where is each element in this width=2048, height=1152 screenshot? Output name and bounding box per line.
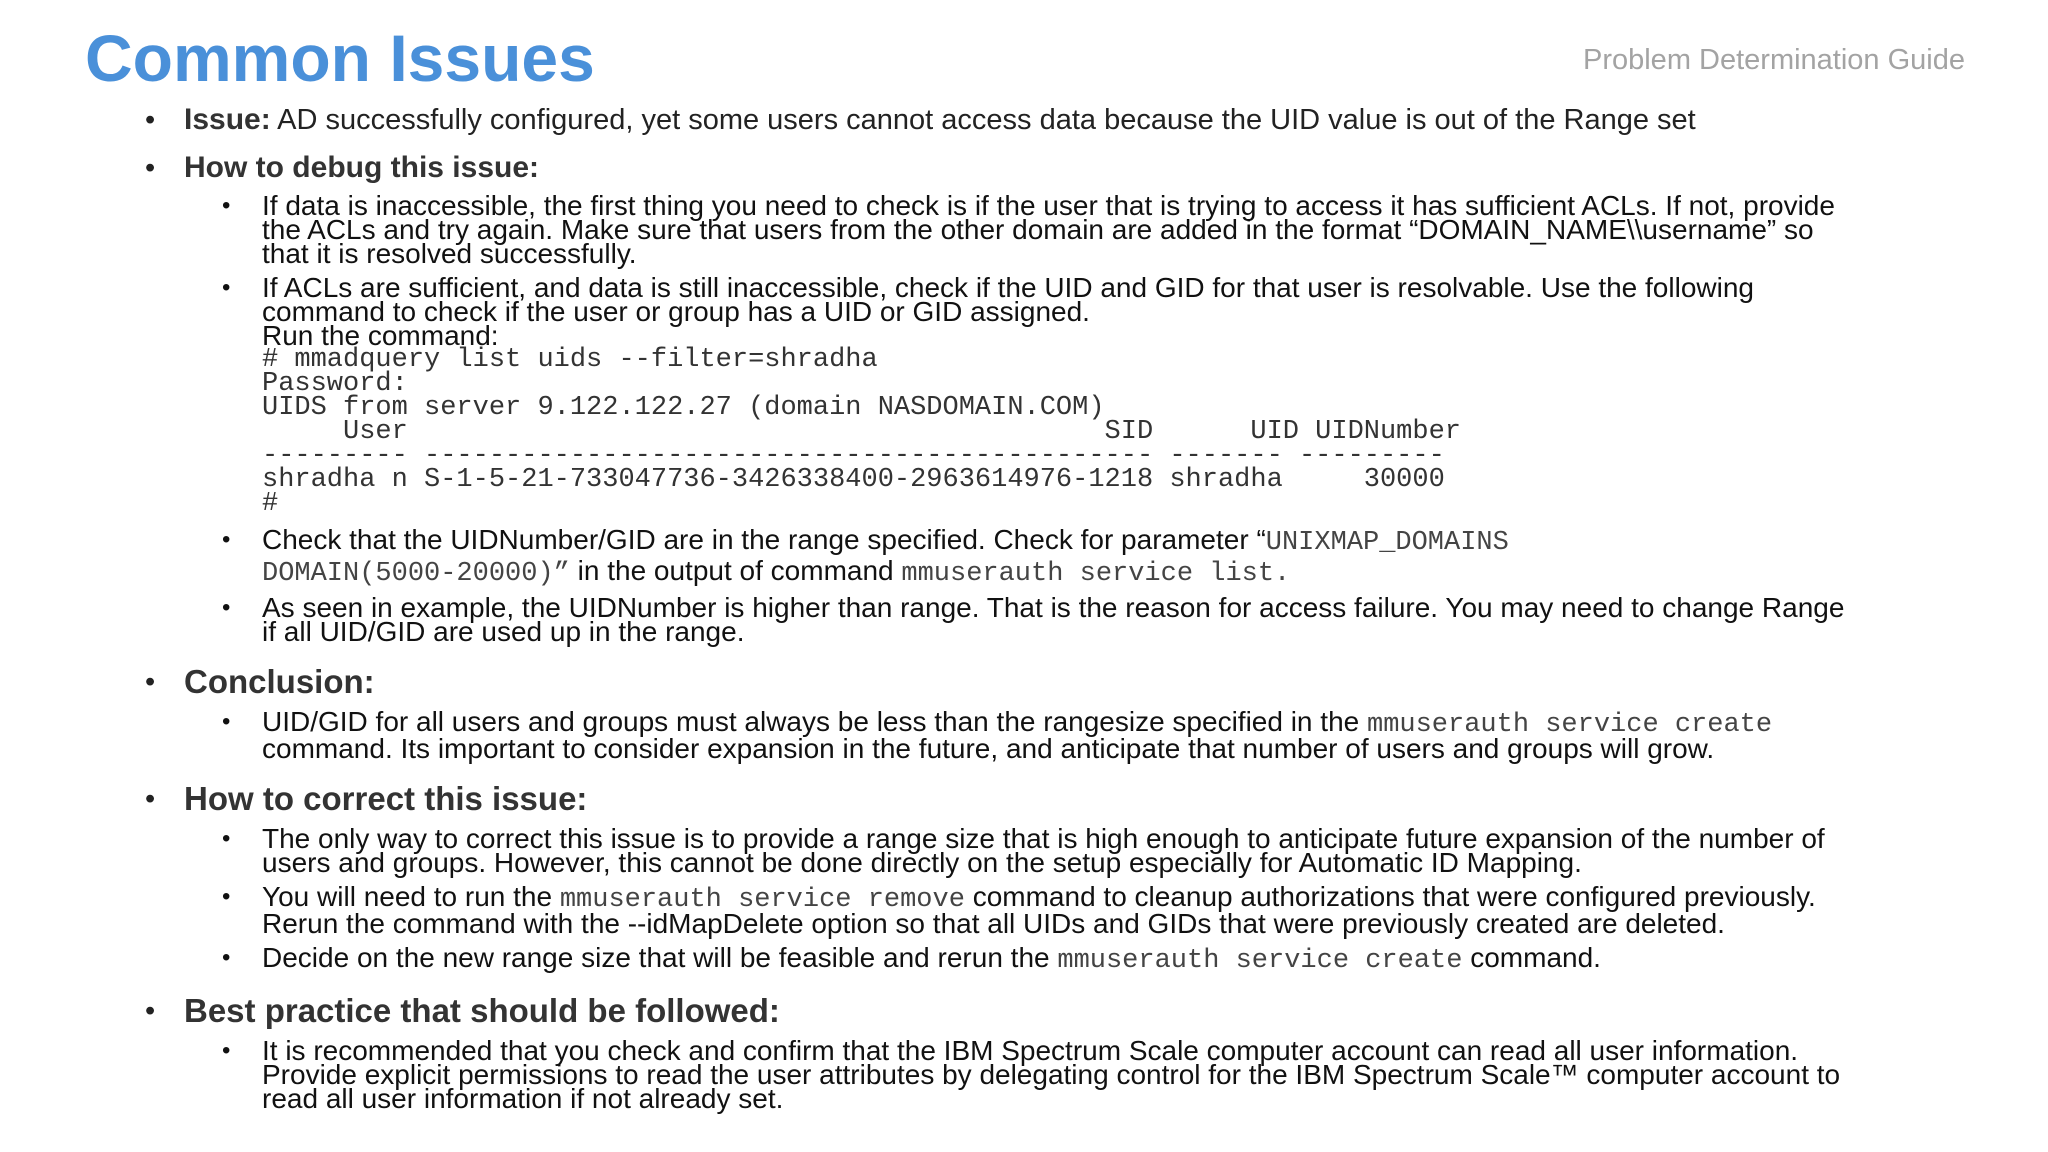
command-name: mmuserauth service create (1367, 710, 1773, 740)
remove-text: You will need to run the (262, 881, 560, 912)
correct-heading: How to correct this issue: (184, 780, 588, 817)
text-line (262, 524, 1898, 558)
issue-label: Issue: (184, 103, 271, 136)
code-line: --------- --------------------------------------------- ------- --------- (262, 441, 1445, 471)
param-value: DOMAIN(5000-20000)” (262, 559, 570, 589)
code-line: Password: (262, 369, 408, 399)
correct-section-heading (0, 780, 2048, 817)
text-line: • If data is inaccessible, the first thing you need to check is if the user that is trying to access it has sufficient ACLs. If not, provide (262, 190, 1835, 221)
conclusion-bullet (0, 706, 2048, 764)
text-line: Run the command: (262, 320, 499, 351)
text-line (262, 942, 1898, 976)
conclusion-text: UID/GID for all users and groups must always be less than the rangesize specified in the (262, 706, 1367, 737)
debug-bullet-acls (0, 190, 2048, 269)
slide-title: Common Issues (85, 21, 595, 95)
text-line: read all user information if not already set. (262, 1083, 784, 1114)
debug-bullet-example (0, 592, 2048, 647)
text-line: command to check if the user or group has a UID or GID assigned. (262, 296, 1090, 327)
text-line: Provide explicit permissions to read the user attributes by delegating control for the IBM Spectrum Scale™ computer account to (262, 1059, 1841, 1090)
debug-bullet-range-check (0, 524, 2048, 589)
code-line: shradha n S-1-5-21-733047736-3426338400-2963614976-1218 shradha 30000 (262, 465, 1445, 495)
remove-text-post: command to cleanup authorizations that were configured previously. (964, 881, 1816, 912)
best-practice-bullet (0, 1035, 2048, 1114)
correct-bullet-rerun (0, 942, 2048, 976)
text-line: command. Its important to consider expansion in the future, and anticipate that number of users and groups will grow. (262, 733, 1715, 764)
debug-bullet-uid-gid (0, 272, 2048, 519)
text-line: • If ACLs are sufficient, and data is still inaccessible, check if the UID and GID for that user is resolvable. Use the following (262, 272, 1754, 303)
text-line: if all UID/GID are used up in the range. (262, 616, 745, 647)
rerun-text-post: command. (1462, 942, 1601, 973)
code-line: User SID UID UIDNumber (262, 417, 1461, 447)
text-line: users and groups. However, this cannot be done directly on the setup especially for Automatic ID Mapping. (262, 847, 1582, 878)
conclusion-heading: Conclusion: (184, 663, 375, 700)
text-line: • It is recommended that you check and confirm that the IBM Spectrum Scale computer account can read all user information. (262, 1035, 1799, 1066)
text-line (262, 555, 1898, 589)
debug-heading: How to debug this issue: (184, 151, 540, 184)
rerun-text: Decide on the new range size that will be feasible and rerun the (262, 942, 1058, 973)
guide-name-header: Problem Determination Guide (1582, 44, 1965, 76)
text-line: Rerun the command with the --idMapDelete option so that all UIDs and GIDs that were previously created are deleted. (262, 908, 1725, 939)
issue-text: AD successfully configured, yet some users cannot access data because the UID value is out of the Range set (270, 104, 1696, 136)
debug-section-heading (0, 152, 2048, 184)
text-line: that it is resolved successfully. (262, 238, 637, 269)
issue-bullet (0, 104, 2048, 136)
command-name: mmuserauth service create (1057, 946, 1463, 976)
conclusion-section-heading (0, 663, 2048, 700)
param-name: UNIXMAP_DOMAINS (1265, 528, 1509, 558)
correct-bullet-range-size (0, 823, 2048, 878)
slide-content (0, 103, 2048, 1114)
range-check-mid: in the output of command (569, 555, 902, 586)
range-check-text: Check that the UIDNumber/GID are in the range specified. Check for parameter “ (262, 524, 1266, 555)
correct-bullet-remove (0, 881, 2048, 939)
text-line: • As seen in example, the UIDNumber is higher than range. That is the reason for access failure. You may need to change Range (262, 592, 1845, 623)
best-practice-section-heading (0, 992, 2048, 1029)
code-line: # (262, 489, 279, 519)
text-line: • The only way to correct this issue is to provide a range size that is high enough to anticipate future expansion of the number of (262, 823, 1825, 854)
command-name: mmuserauth service remove (559, 885, 965, 915)
best-practice-heading: Best practice that should be followed: (184, 992, 780, 1029)
command-name: mmuserauth service list. (901, 559, 1291, 589)
code-line: # mmadquery list uids --filter=shradha (262, 345, 878, 375)
text-line: the ACLs and try again. Make sure that users from the other domain are added in the format “DOMAIN_NAME\\username” so (262, 214, 1814, 245)
code-line: UIDS from server 9.122.122.27 (domain NASDOMAIN.COM) (262, 393, 1105, 423)
